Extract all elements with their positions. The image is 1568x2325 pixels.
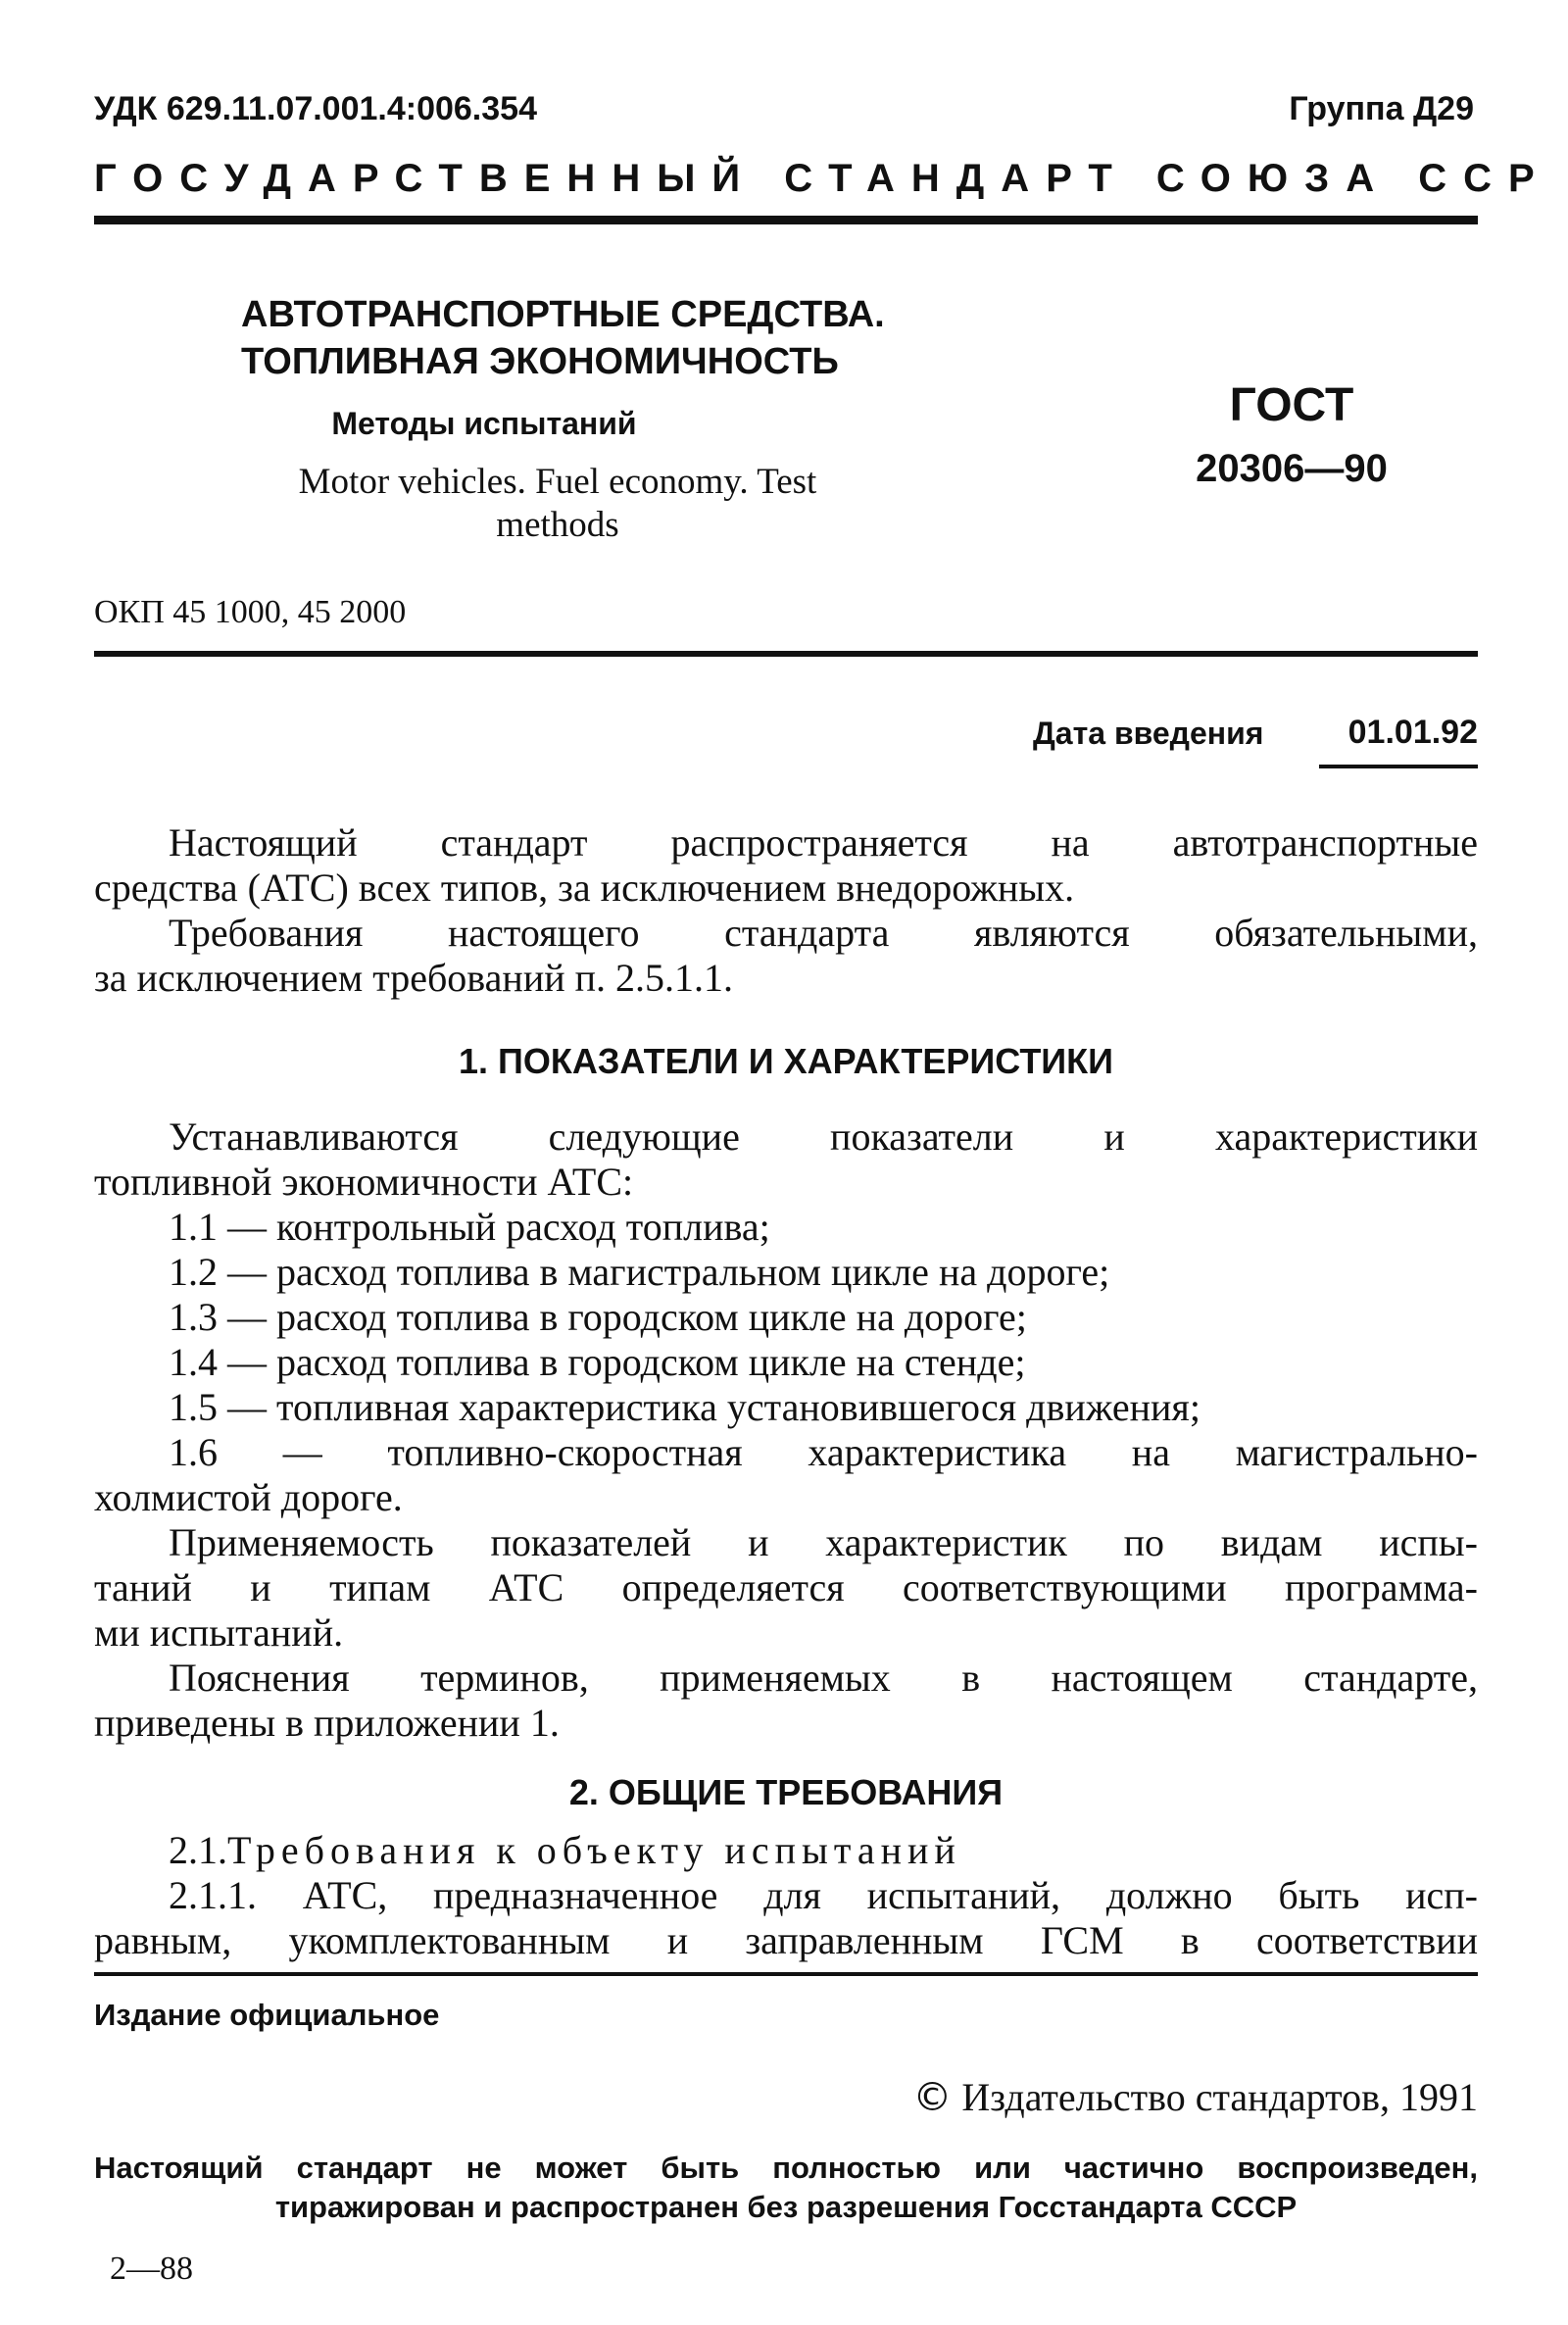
section-1-heading: 1. ПОКАЗАТЕЛИ И ХАРАКТЕРИСТИКИ	[458, 1041, 1114, 1081]
clause-2-1-1-line: равным, укомплектованным и заправленным ГСМ в соответствии	[94, 1918, 1478, 1962]
paragraph-scope-line: Настоящий стандарт распространяется на автотранспортные	[169, 820, 1478, 865]
list-item: 1.2 — расход топлива в магистральном цикле на дороге;	[169, 1250, 1110, 1294]
clause-2-1-1-line: 2.1.1. АТС, предназначенное для испытаний, должно быть исп-	[169, 1873, 1478, 1917]
applicability-line: ми испытаний.	[94, 1610, 344, 1655]
footer-rule	[94, 1972, 1478, 1976]
subsection-2-1-number: 2.1.	[169, 1828, 227, 1872]
list-item-continuation: холмистой дороге.	[94, 1475, 403, 1519]
reproduction-notice-line: тиражирован и распространен без разрешения Госстандарта СССР	[274, 2190, 1298, 2224]
list-item: 1.5 — топливная характеристика установившегося движения;	[169, 1385, 1200, 1429]
standard-line: ГОСУДАРСТВЕННЫЙ СТАНДАРТ СОЮЗА ССР	[94, 157, 1551, 200]
copyright-notice	[912, 2074, 1478, 2120]
list-item: 1.4 — расход топлива в городском цикле на стенде;	[169, 1340, 1026, 1384]
section-2-heading: 2. ОБЩИЕ ТРЕБОВАНИЯ	[568, 1772, 1004, 1812]
list-item: 1.1 — контрольный расход топлива;	[169, 1205, 770, 1249]
title-line-1: АВТОТРАНСПОРТНЫЕ СРЕДСТВА.	[241, 294, 885, 335]
title-english: Motor vehicles. Fuel economy. Test methods	[298, 462, 817, 545]
udk-code: УДК 629.11.07.001.4:006.354	[94, 90, 537, 127]
subsection-2-1-heading	[94, 1829, 1478, 1872]
paragraph-mandatory-line: за исключением требований п. 2.5.1.1.	[94, 956, 734, 1000]
intro-date-value: 01.01.92	[1348, 714, 1478, 751]
copyright-text: Издательство стандартов, 1991	[961, 2075, 1478, 2119]
subsection-2-1-title: Требования к объекту испытаний	[227, 1828, 961, 1872]
header-rule	[94, 216, 1478, 224]
terms-line: приведены в приложении 1.	[94, 1701, 560, 1745]
copyright-icon: ©	[912, 2075, 953, 2120]
page-number: 2—88	[110, 2251, 193, 2287]
gost-number: 20306—90	[1196, 447, 1388, 490]
section-1-intro-line: топливной экономичности АТС:	[94, 1160, 634, 1204]
official-edition-label: Издание официальное	[94, 1998, 440, 2032]
reproduction-notice-line: Настоящий стандарт не может быть полностью или частично воспроизведен,	[94, 2151, 1478, 2185]
list-item: 1.6 — топливно-скоростная характеристика на магистрально-	[169, 1430, 1478, 1474]
okp-code: ОКП 45 1000, 45 2000	[94, 594, 407, 630]
intro-date-underline	[1319, 765, 1478, 768]
applicability-line: таний и типам АТС определяется соответствующими программа-	[94, 1565, 1478, 1609]
section-1-intro-line: Устанавливаются следующие показатели и характеристики	[169, 1114, 1478, 1159]
title-line-2: ТОПЛИВНАЯ ЭКОНОМИЧНОСТЬ	[241, 341, 839, 382]
title-rule	[94, 651, 1478, 657]
gost-label: ГОСТ	[1229, 379, 1354, 431]
title-subtitle: Методы испытаний	[331, 406, 637, 441]
intro-date-label: Дата введения	[1033, 716, 1264, 751]
terms-line: Пояснения терминов, применяемых в настоящем стандарте,	[169, 1656, 1478, 1700]
group-code: Группа Д29	[1289, 90, 1474, 127]
paragraph-scope-line: средства (АТС) всех типов, за исключением внедорожных.	[94, 866, 1075, 910]
list-item: 1.3 — расход топлива в городском цикле на дороге;	[169, 1295, 1027, 1339]
paragraph-mandatory-line: Требования настоящего стандарта являются обязательными,	[169, 911, 1478, 955]
applicability-line: Применяемость показателей и характеристик по видам испы-	[169, 1520, 1478, 1564]
